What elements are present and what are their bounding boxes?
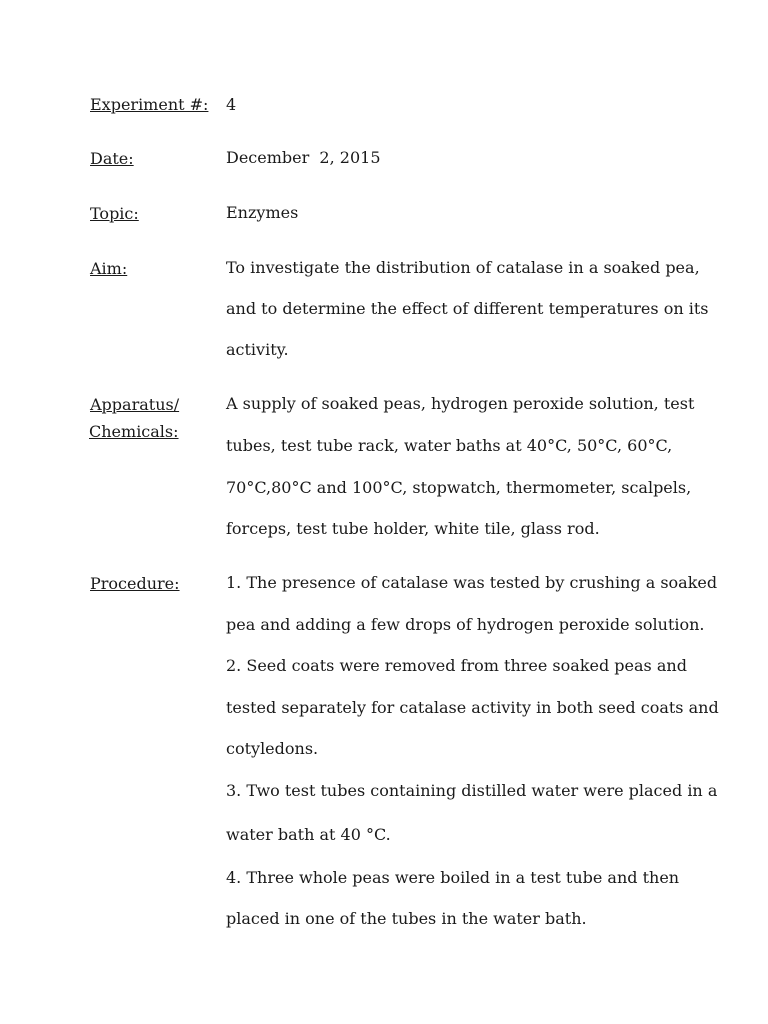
procedure-line: 1. The presence of catalase was tested by crushing a soaked (226, 573, 718, 592)
aim-line: activity. (226, 340, 289, 359)
procedure-line: cotyledons. (226, 739, 319, 758)
date-text: December 2, 2015 (226, 148, 381, 167)
apparatus-line: forceps, test tube holder, white tile, glass rod. (226, 519, 600, 538)
aim-line: To investigate the distribution of catalase in a soaked pea, (226, 258, 700, 277)
procedure-line: pea and adding a few drops of hydrogen peroxide solution. (226, 615, 705, 634)
date-label: Date: (90, 149, 134, 168)
experiment-number-text: 4 (226, 95, 237, 114)
apparatus-line: A supply of soaked peas, hydrogen peroxide solution, test (226, 394, 695, 413)
topic-text: Enzymes (226, 203, 299, 222)
procedure-line: 3. Two test tubes containing distilled water were placed in a (226, 781, 718, 800)
procedure-line: tested separately for catalase activity in both seed coats and (226, 698, 719, 717)
procedure-line: 2. Seed coats were removed from three soaked peas and (226, 656, 687, 675)
procedure-line: placed in one of the tubes in the water bath. (226, 909, 587, 928)
chemicals-label: Chemicals: (89, 422, 179, 441)
apparatus-line: 70°C,80°C and 100°C, stopwatch, thermometer, scalpels, (226, 478, 692, 497)
aim-line: and to determine the effect of different temperatures on its (226, 299, 709, 318)
apparatus-label: Apparatus/ (90, 395, 180, 414)
topic-label: Topic: (90, 204, 139, 223)
procedure-line: water bath at 40 °C. (226, 825, 391, 844)
aim-label: Aim: (90, 259, 128, 278)
experiment-number-label: Experiment #: (90, 95, 209, 114)
procedure-line: 4. Three whole peas were boiled in a test tube and then (226, 868, 680, 887)
apparatus-line: tubes, test tube rack, water baths at 40°C, 50°C, 60°C, (226, 436, 673, 455)
procedure-label: Procedure: (90, 574, 180, 593)
